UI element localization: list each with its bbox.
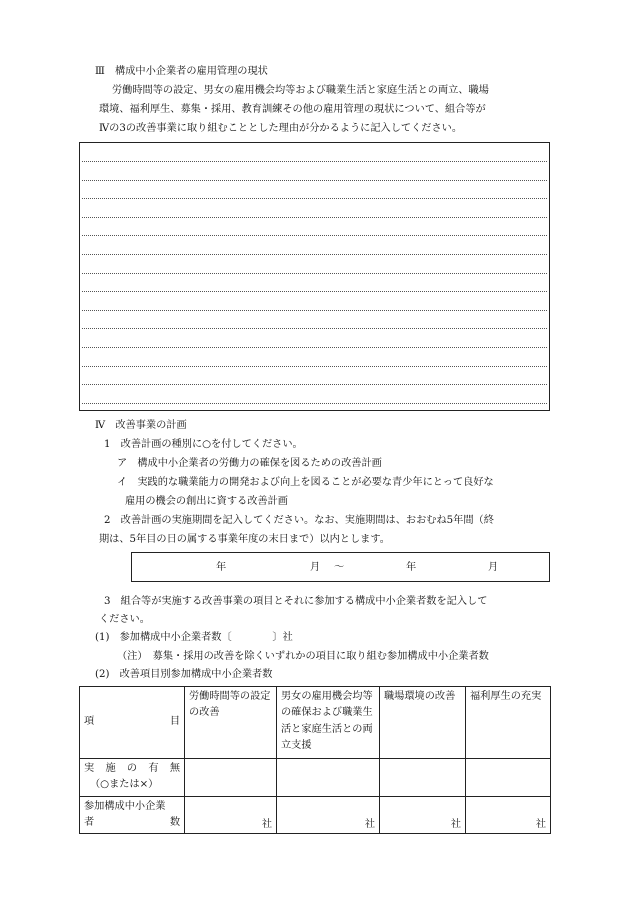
dotted-writing-line: [82, 161, 547, 162]
dotted-writing-line: [82, 384, 547, 385]
implementation-cell-workplace-environment[interactable]: [380, 759, 466, 797]
dotted-writing-line: [82, 347, 547, 348]
section3-instruction-line1: 労働時間等の設定、男女の雇用機会均等および職業生活と家庭生活との両立、職場: [112, 85, 489, 96]
dotted-writing-line: [82, 403, 547, 404]
dotted-writing-line: [82, 235, 547, 236]
header-item-right: 目: [169, 716, 180, 728]
period-end-month-label: 月: [488, 562, 499, 573]
row-participants-label-right: 数: [169, 816, 180, 828]
header-item-left: 項: [84, 716, 95, 728]
participants-cell-working-hours[interactable]: [185, 796, 277, 834]
header-workplace-environment: 職場環境の改善: [380, 687, 466, 759]
dotted-writing-line: [82, 366, 547, 367]
unit-label: 社: [364, 818, 375, 830]
table-header-row: [80, 687, 551, 759]
unit-label: 社: [261, 818, 272, 830]
row-participants-label-line1: 参加構成中小企業: [84, 800, 166, 812]
participants-cell-equal-opportunity[interactable]: [277, 796, 380, 834]
label-char: 有: [148, 763, 159, 774]
dotted-writing-line: [82, 198, 547, 199]
row-implementation-label: [80, 759, 185, 797]
implementation-cell-equal-opportunity[interactable]: [277, 759, 380, 797]
plan-option-i-line1[interactable]: イ 実践的な職業能力の開発および向上を図ることが必要な青少年にとって良好な: [117, 477, 494, 488]
label-char: 実: [84, 763, 95, 774]
dotted-writing-line: [82, 180, 547, 181]
header-welfare: 福利厚生の充実: [466, 687, 551, 759]
dotted-writing-line: [82, 273, 547, 274]
implementation-cell-working-hours[interactable]: [185, 759, 277, 797]
unit-label: 社: [535, 818, 546, 830]
implementation-period-box[interactable]: [131, 552, 550, 582]
plan-option-a[interactable]: ア 構成中小企業者の労働力の確保を図るための改善計画: [117, 458, 382, 469]
participants-cell-workplace-environment[interactable]: [380, 796, 466, 834]
header-working-hours: 労働時間等の設定の改善: [185, 687, 277, 759]
row-participants-label: [80, 796, 185, 834]
section3-instruction-line3: Ⅳの3の改善事業に取り組むこととした理由が分かるように記入してください。: [99, 123, 463, 134]
table-row: [80, 796, 551, 834]
row-implementation-sub: （○または×）: [90, 779, 159, 791]
header-item-cell: [80, 687, 185, 759]
dotted-writing-line: [82, 291, 547, 292]
section4-heading: Ⅳ 改善事業の計画: [95, 420, 187, 431]
section3-heading: Ⅲ 構成中小企業者の雇用管理の現状: [95, 66, 268, 77]
item3-sub2: (2) 改善項目別参加構成中小企業者数: [95, 669, 273, 680]
participating-count-line[interactable]: (1) 参加構成中小企業者数〔 〕社: [95, 632, 293, 643]
table-row: [80, 759, 551, 797]
row-participants-label-left: 者: [84, 816, 95, 828]
dotted-writing-line: [82, 217, 547, 218]
period-start-year-label: 年: [216, 562, 227, 573]
current-status-writing-box[interactable]: [79, 142, 550, 411]
period-start-month-label: 月: [310, 562, 321, 573]
plan-option-i-line2: 雇用の機会の創出に資する改善計画: [125, 496, 288, 507]
label-char: の: [126, 763, 138, 774]
period-tilde: ～: [334, 562, 345, 573]
implementation-cell-welfare[interactable]: [466, 759, 551, 797]
period-end-year-label: 年: [406, 562, 417, 573]
label-char: 施: [105, 763, 116, 774]
dotted-writing-line: [82, 254, 547, 255]
item1-text: 1 改善計画の種別に○を付してください。: [104, 439, 303, 450]
dotted-writing-line: [82, 328, 547, 329]
unit-label: 社: [450, 818, 461, 830]
header-equal-opportunity: 男女の雇用機会均等の確保および職業生活と家庭生活との両立支援: [277, 687, 380, 759]
item2-line1: 2 改善計画の実施期間を記入してください。なお、実施期間は、おおむね5年間（終: [104, 515, 494, 526]
improvement-items-table: [79, 686, 551, 834]
item2-line2: 期は、5年目の日の属する事業年度の末日まで）以内とします。: [99, 534, 390, 545]
participating-count-note: （注） 募集・採用の改善を除くいずれかの項目に取り組む参加構成中小企業者数: [117, 651, 489, 662]
dotted-writing-line: [82, 310, 547, 311]
item3-line1: 3 組合等が実施する改善事業の項目とそれに参加する構成中小企業者数を記入して: [104, 596, 488, 607]
label-char: 無: [169, 763, 180, 774]
item3-line2: ください。: [99, 614, 150, 625]
participants-cell-welfare[interactable]: [466, 796, 551, 834]
section3-instruction-line2: 環境、福利厚生、募集・採用、教育訓練その他の雇用管理の現状について、組合等が: [99, 104, 486, 115]
